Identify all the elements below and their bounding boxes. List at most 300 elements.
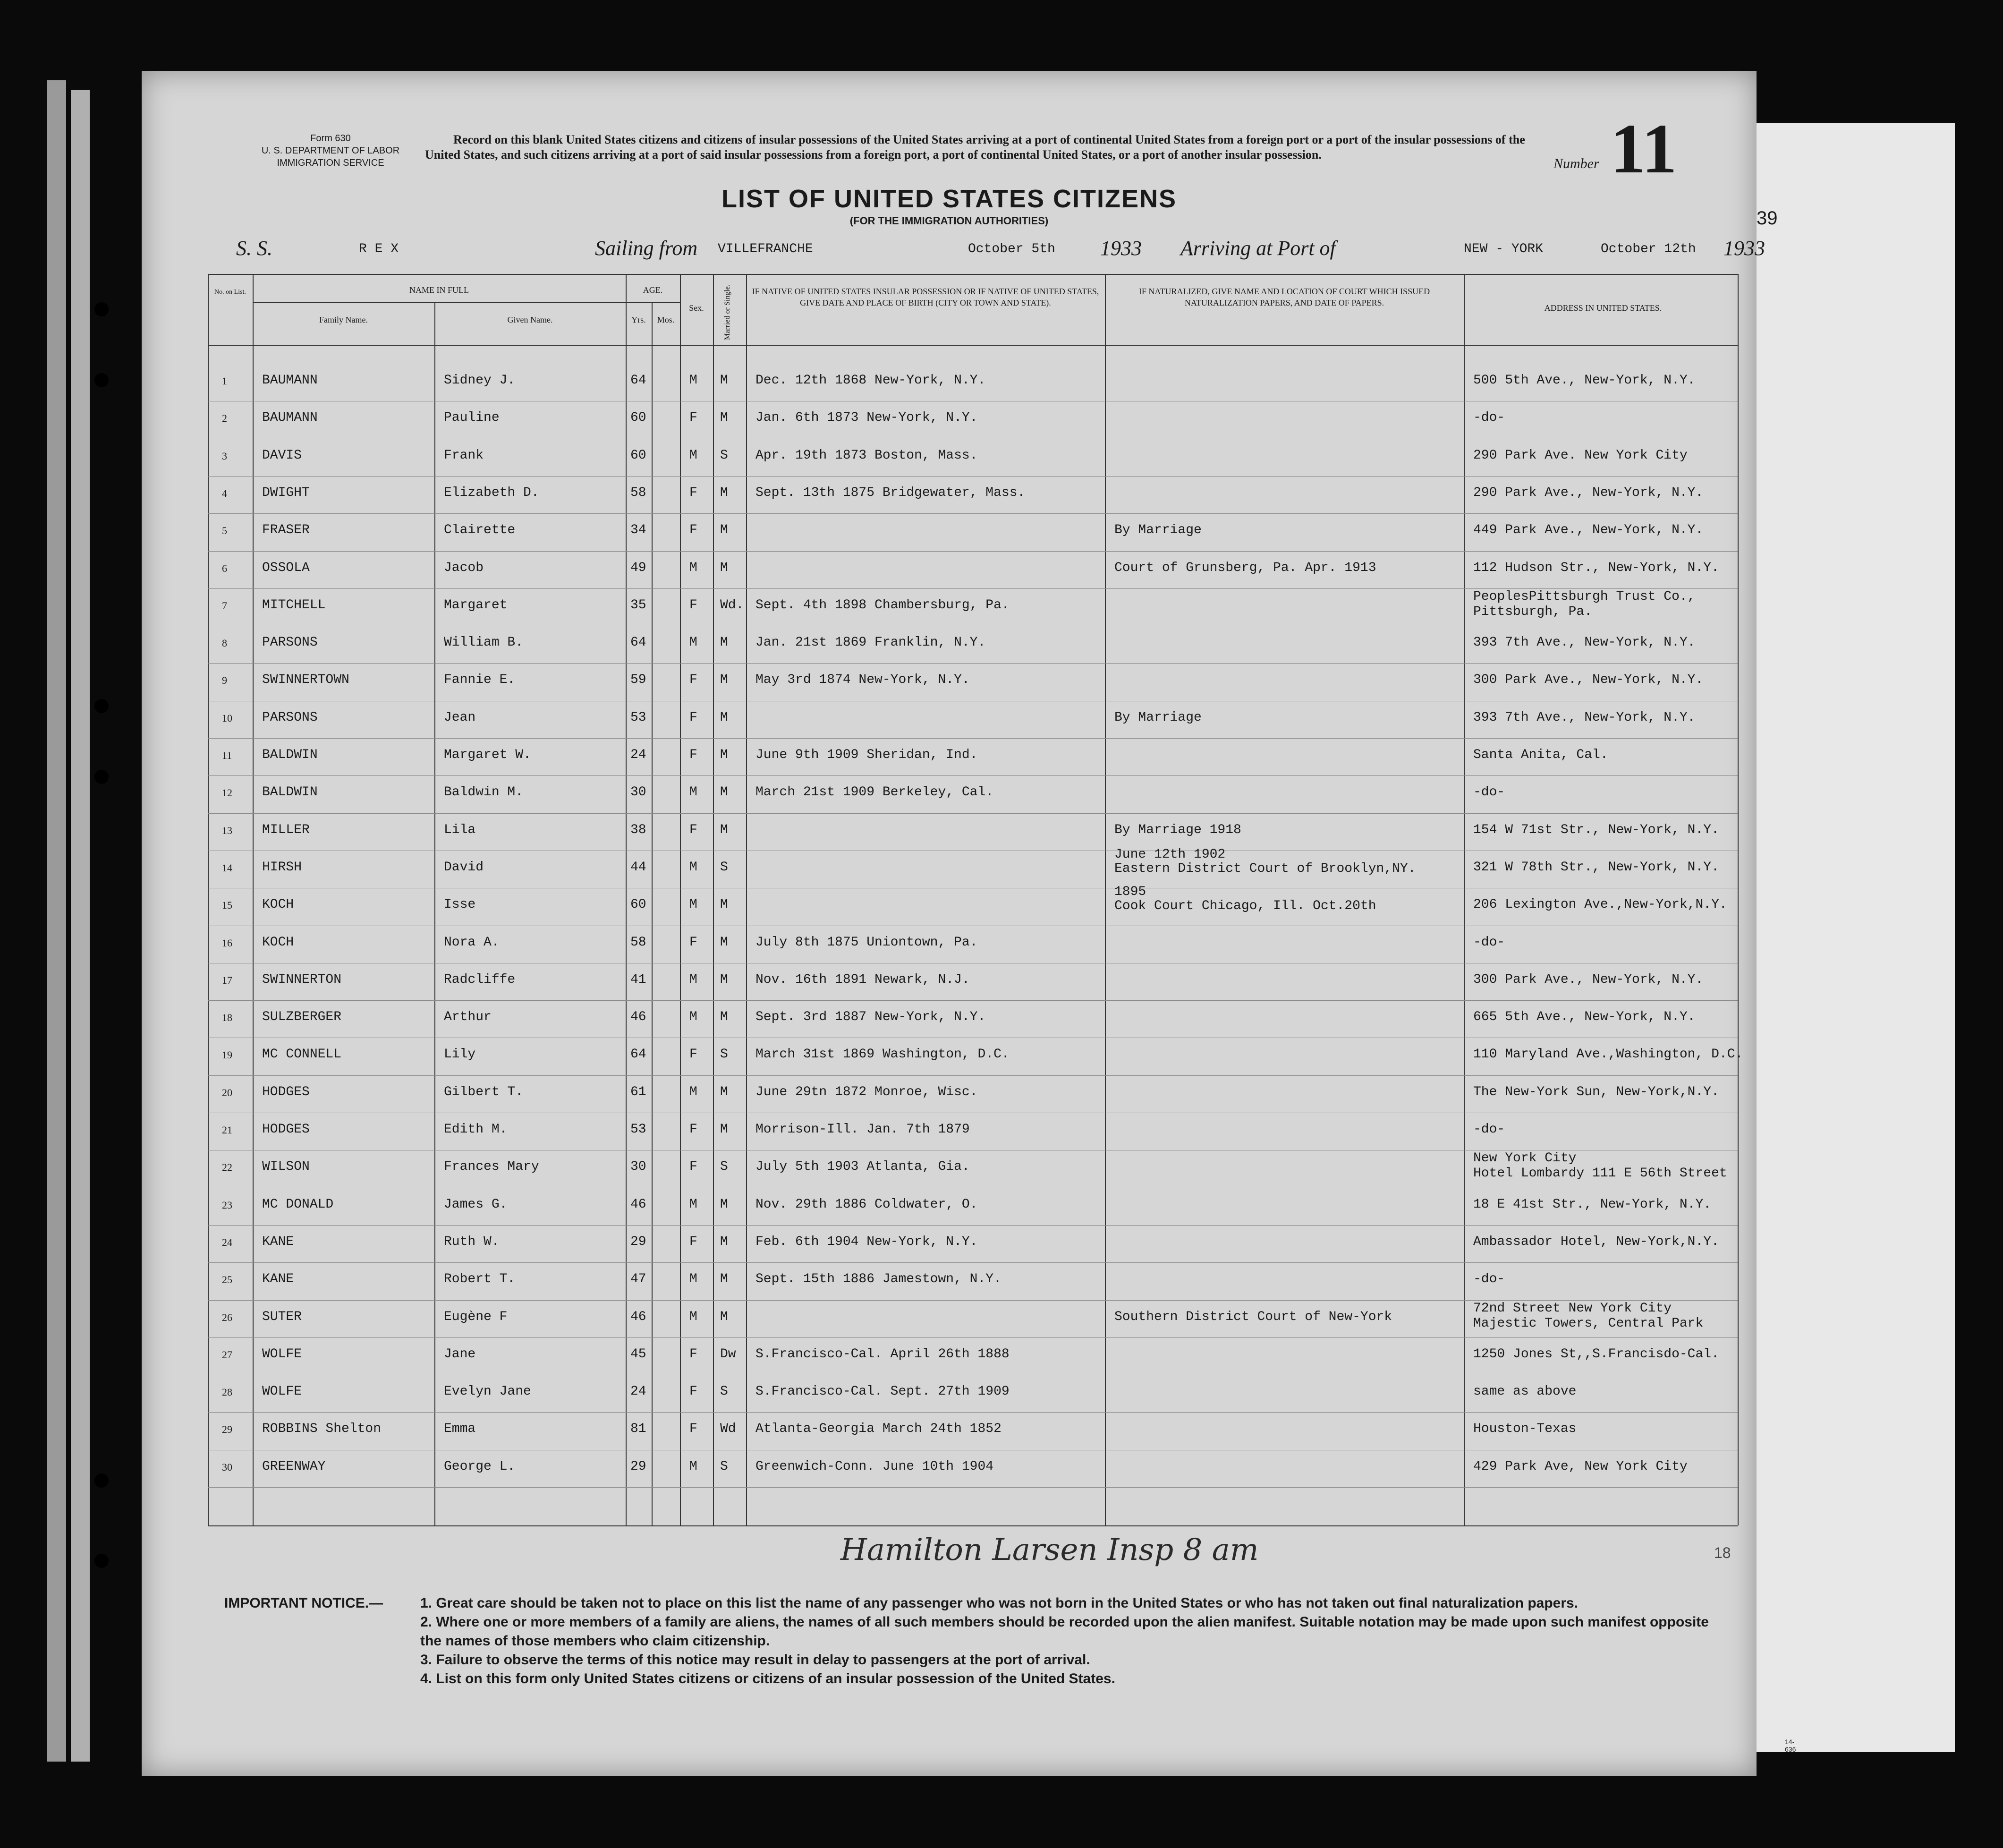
marital-status: M bbox=[720, 1272, 728, 1287]
address-line-2: Majestic Towers, Central Park bbox=[1473, 1316, 1704, 1331]
address: 393 7th Ave., New-York, N.Y. bbox=[1473, 710, 1696, 725]
arrival-port: NEW - YORK bbox=[1464, 242, 1544, 256]
given-name: Fannie E. bbox=[444, 673, 516, 688]
address: 393 7th Ave., New-York, N.Y. bbox=[1473, 635, 1696, 650]
birth-info: Sept. 4th 1898 Chambersburg, Pa. bbox=[755, 597, 1010, 613]
sex: M bbox=[689, 635, 697, 650]
instructions-text: Record on this blank United States citizens and citizens of insular possessions of the United States arriving at a port of continental United States from a foreign port or a port of the insular possessions of the United States, and such citizens arriving at a port of said insular possessions from a foreign port, a port of continental United States, or a port of another insular possession. bbox=[425, 133, 1525, 162]
sex: F bbox=[689, 1384, 697, 1399]
table-row bbox=[142, 701, 1818, 738]
given-name: Eugène F bbox=[444, 1309, 508, 1324]
family-name: MC DONALD bbox=[262, 1197, 334, 1212]
punch-hole bbox=[94, 699, 109, 713]
sex: M bbox=[689, 785, 697, 800]
given-name: Pauline bbox=[444, 410, 500, 426]
table-row bbox=[142, 1262, 1818, 1300]
family-name: DAVIS bbox=[262, 448, 302, 463]
age-years: 35 bbox=[630, 597, 646, 613]
header-address: ADDRESS IN UNITED STATES. bbox=[1544, 303, 1662, 313]
header-bottom-rule bbox=[208, 345, 1738, 346]
marital-status: S bbox=[720, 860, 728, 875]
family-name: HIRSH bbox=[262, 860, 302, 875]
marital-status: M bbox=[720, 560, 728, 575]
header-yrs: Yrs. bbox=[631, 315, 646, 324]
sex: M bbox=[689, 373, 697, 388]
address: -do- bbox=[1473, 1272, 1505, 1287]
family-name: HODGES bbox=[262, 1122, 310, 1137]
sex: M bbox=[689, 1309, 697, 1324]
table-row bbox=[142, 885, 1818, 925]
address: 290 Park Ave., New-York, N.Y. bbox=[1473, 485, 1704, 500]
row-number: 10 bbox=[222, 712, 232, 724]
age-years: 60 bbox=[630, 448, 646, 463]
form-code: 14-636 bbox=[1785, 1738, 1796, 1753]
address-line-2: Pittsburgh, Pa. bbox=[1473, 604, 1593, 619]
given-name: George L. bbox=[444, 1459, 516, 1474]
header-given-name: Given Name. bbox=[507, 315, 553, 324]
given-name: Emma bbox=[444, 1422, 476, 1437]
birth-info: Sept. 13th 1875 Bridgewater, Mass. bbox=[755, 485, 1026, 500]
age-years: 49 bbox=[630, 560, 646, 575]
notice-item-1: 1. Great care should be taken not to place on this list the name of any passenger who was not born in the United States or who has not taken out final naturalization papers. bbox=[420, 1595, 1579, 1611]
row-number: 16 bbox=[222, 937, 232, 949]
given-name: Margaret W. bbox=[444, 748, 531, 762]
birth-info: July 8th 1875 Uniontown, Pa. bbox=[755, 935, 978, 950]
address: 321 W 78th Str., New-York, N.Y. bbox=[1473, 860, 1719, 875]
marital-status: M bbox=[720, 1234, 728, 1249]
notice-item-2: 2. Where one or more members of a family are aliens, the names of all such members should be recorded upon the alien manifest. Suitable notation may be made upon such manifest opposite the names of those members who claim citizenship. bbox=[420, 1614, 1709, 1649]
family-name: KOCH bbox=[262, 935, 294, 950]
table-row bbox=[142, 1038, 1818, 1075]
sex: F bbox=[689, 1159, 697, 1175]
address: PeoplesPittsburgh Trust Co., bbox=[1473, 589, 1696, 604]
sex: M bbox=[689, 1010, 697, 1025]
marital-status: M bbox=[720, 523, 728, 538]
punch-hole bbox=[94, 302, 109, 316]
age-years: 29 bbox=[630, 1234, 646, 1249]
family-name: KOCH bbox=[262, 897, 294, 912]
marital-status: M bbox=[720, 822, 728, 837]
number-label: Number bbox=[1553, 156, 1599, 171]
row-number: 4 bbox=[222, 487, 227, 499]
table-row bbox=[142, 476, 1818, 513]
table-row bbox=[142, 813, 1818, 851]
birth-info: Jan. 6th 1873 New-York, N.Y. bbox=[755, 410, 978, 426]
marital-status: M bbox=[720, 485, 728, 500]
header-no: No. on List. bbox=[214, 289, 246, 296]
family-name: SUTER bbox=[262, 1309, 302, 1324]
birth-info: Feb. 6th 1904 New-York, N.Y. bbox=[755, 1234, 978, 1249]
given-name: Robert T. bbox=[444, 1272, 516, 1287]
marital-status: S bbox=[720, 1159, 728, 1175]
birth-info: Greenwich-Conn. June 10th 1904 bbox=[755, 1459, 994, 1474]
given-name: Lila bbox=[444, 822, 476, 837]
birth-info: Nov. 29th 1886 Coldwater, O. bbox=[755, 1197, 978, 1212]
address: 429 Park Ave, New York City bbox=[1473, 1459, 1688, 1474]
row-number: 3 bbox=[222, 450, 227, 462]
family-name: FRASER bbox=[262, 523, 310, 538]
table-top-rule bbox=[208, 274, 1738, 275]
sex: M bbox=[689, 1272, 697, 1287]
table-row bbox=[142, 775, 1818, 813]
family-name: PARSONS bbox=[262, 635, 318, 650]
address: Ambassador Hotel, New-York,N.Y. bbox=[1473, 1234, 1719, 1249]
given-name: Frank bbox=[444, 448, 484, 463]
given-name: Margaret bbox=[444, 597, 508, 613]
table-row bbox=[142, 1450, 1818, 1487]
address: 18 E 41st Str., New-York, N.Y. bbox=[1473, 1197, 1712, 1212]
address: 290 Park Ave. New York City bbox=[1473, 448, 1688, 463]
ship-name: R E X bbox=[359, 242, 399, 256]
row-number: 1 bbox=[222, 375, 227, 387]
address: Santa Anita, Cal. bbox=[1473, 748, 1608, 762]
address: New York City bbox=[1473, 1151, 1577, 1166]
given-name: Gilbert T. bbox=[444, 1084, 524, 1099]
family-name: BALDWIN bbox=[262, 785, 318, 800]
marital-status: S bbox=[720, 1384, 728, 1399]
naturalization-info: 1895 Cook Court Chicago, Ill. Oct.20th bbox=[1114, 885, 1376, 914]
age-years: 30 bbox=[630, 785, 646, 800]
marital-status: M bbox=[720, 972, 728, 987]
address: -do- bbox=[1473, 1122, 1505, 1137]
stamp-number: 39 bbox=[1757, 208, 1778, 229]
table-row bbox=[142, 926, 1818, 963]
row-number: 9 bbox=[222, 674, 227, 687]
family-name: OSSOLA bbox=[262, 560, 310, 575]
age-years: 59 bbox=[630, 673, 646, 688]
marital-status: M bbox=[720, 1197, 728, 1212]
marital-status: M bbox=[720, 635, 728, 650]
given-name: Sidney J. bbox=[444, 373, 516, 388]
list-number: 11 bbox=[1610, 110, 1677, 188]
sex: M bbox=[689, 972, 697, 987]
row-number: 11 bbox=[222, 749, 232, 761]
birth-info: Sept. 15th 1886 Jamestown, N.Y. bbox=[755, 1272, 1002, 1287]
table-row bbox=[142, 1300, 1818, 1337]
inspector-signature: Hamilton Larsen Insp 8 am bbox=[840, 1533, 1259, 1567]
given-name: Isse bbox=[444, 897, 476, 912]
table-row bbox=[142, 401, 1818, 438]
given-name: Clairette bbox=[444, 523, 516, 538]
sex: F bbox=[689, 1234, 697, 1249]
marital-status: M bbox=[720, 710, 728, 725]
row-number: 24 bbox=[222, 1236, 232, 1248]
family-name: SWINNERTOWN bbox=[262, 673, 349, 688]
age-years: 46 bbox=[630, 1309, 646, 1324]
sex: F bbox=[689, 1047, 697, 1062]
page-subtitle: (FOR THE IMMIGRATION AUTHORITIES) bbox=[849, 215, 1049, 227]
address: 112 Hudson Str., New-York, N.Y. bbox=[1473, 560, 1719, 575]
table-row bbox=[142, 1412, 1818, 1449]
address: -do- bbox=[1473, 785, 1505, 800]
marital-status: M bbox=[720, 1084, 728, 1099]
given-name: Edith M. bbox=[444, 1122, 508, 1137]
notice-item-3: 3. Failure to observe the terms of this notice may result in delay to passengers at the port of arrival. bbox=[420, 1652, 1090, 1668]
row-number: 18 bbox=[222, 1012, 232, 1024]
arrival-date: October 12th bbox=[1601, 242, 1696, 256]
header-family-name: Family Name. bbox=[319, 315, 368, 324]
age-years: 44 bbox=[630, 860, 646, 875]
address: 300 Park Ave., New-York, N.Y. bbox=[1473, 673, 1704, 688]
sailing-label: Sailing from bbox=[595, 237, 698, 260]
sex: F bbox=[689, 485, 697, 500]
marital-status: S bbox=[720, 448, 728, 463]
sex: F bbox=[689, 523, 697, 538]
voyage-line bbox=[236, 236, 1765, 264]
notice-label: IMPORTANT NOTICE.— bbox=[224, 1595, 383, 1611]
page-title: LIST OF UNITED STATES CITIZENS bbox=[721, 185, 1177, 213]
sex: M bbox=[689, 1197, 697, 1212]
age-years: 60 bbox=[630, 410, 646, 426]
sex: F bbox=[689, 1422, 697, 1437]
naturalization-info: Court of Grunsberg, Pa. Apr. 1913 bbox=[1114, 560, 1376, 575]
row-number: 15 bbox=[222, 899, 232, 911]
table-row bbox=[142, 847, 1818, 888]
given-name: Jean bbox=[444, 710, 476, 725]
page-mark: 18 bbox=[1714, 1544, 1731, 1561]
birth-info: March 21st 1909 Berkeley, Cal. bbox=[755, 785, 994, 800]
row-number: 27 bbox=[222, 1348, 232, 1361]
age-years: 30 bbox=[630, 1159, 646, 1175]
age-years: 64 bbox=[630, 635, 646, 650]
table-row bbox=[142, 1337, 1818, 1375]
family-name: DWIGHT bbox=[262, 485, 310, 500]
table-row bbox=[142, 513, 1818, 551]
birth-info: Atlanta-Georgia March 24th 1852 bbox=[755, 1422, 1002, 1437]
birth-info: May 3rd 1874 New-York, N.Y. bbox=[755, 673, 970, 688]
birth-info: Morrison-Ill. Jan. 7th 1879 bbox=[755, 1122, 970, 1137]
marital-status: S bbox=[720, 1047, 728, 1062]
notice-item-4: 4. List on this form only United States citizens or citizens of an insular possession of the United States. bbox=[420, 1671, 1115, 1686]
manifest-sheet bbox=[142, 71, 1796, 1776]
given-name: James G. bbox=[444, 1197, 508, 1212]
family-name: WILSON bbox=[262, 1159, 310, 1175]
sex: M bbox=[689, 560, 697, 575]
sex: M bbox=[689, 1084, 697, 1099]
family-name: BAUMANN bbox=[262, 410, 318, 426]
department: U. S. DEPARTMENT OF LABOR bbox=[261, 145, 400, 156]
row-number: 20 bbox=[222, 1086, 232, 1099]
sex: F bbox=[689, 1122, 697, 1137]
age-years: 58 bbox=[630, 935, 646, 950]
marital-status: M bbox=[720, 748, 728, 762]
family-name: MC CONNELL bbox=[262, 1047, 342, 1062]
family-name: BALDWIN bbox=[262, 748, 318, 762]
family-name: SWINNERTON bbox=[262, 972, 342, 987]
address: 206 Lexington Ave.,New-York,N.Y. bbox=[1473, 897, 1727, 912]
table-row bbox=[142, 1000, 1818, 1038]
age-years: 47 bbox=[630, 1272, 646, 1287]
naturalization-info: Southern District Court of New-York bbox=[1114, 1309, 1392, 1324]
table-row bbox=[142, 663, 1818, 700]
header-mos: Mos. bbox=[657, 315, 675, 324]
ss-label: S. S. bbox=[236, 237, 272, 260]
age-years: 64 bbox=[630, 1047, 646, 1062]
row-number: 25 bbox=[222, 1274, 232, 1286]
address: -do- bbox=[1473, 935, 1505, 950]
birth-info: Jan. 21st 1869 Franklin, N.Y. bbox=[755, 635, 986, 650]
page-edge-left bbox=[47, 80, 66, 1762]
age-years: 53 bbox=[630, 710, 646, 725]
given-name: Ruth W. bbox=[444, 1234, 500, 1249]
marital-status: M bbox=[720, 673, 728, 688]
given-name: Evelyn Jane bbox=[444, 1384, 531, 1399]
header-sex: Sex. bbox=[689, 303, 704, 313]
age-years: 34 bbox=[630, 523, 646, 538]
birth-info: Sept. 3rd 1887 New-York, N.Y. bbox=[755, 1010, 986, 1025]
given-name: Radcliffe bbox=[444, 972, 516, 987]
row-number: 5 bbox=[222, 525, 227, 537]
address: 449 Park Ave., New-York, N.Y. bbox=[1473, 523, 1704, 538]
row-number: 17 bbox=[222, 974, 232, 986]
table-row bbox=[142, 1113, 1818, 1150]
sailing-date: October 5th bbox=[968, 242, 1055, 256]
table-row bbox=[142, 1075, 1818, 1113]
given-name: Frances Mary bbox=[444, 1159, 539, 1175]
table-row bbox=[142, 963, 1818, 1000]
row-number: 6 bbox=[222, 562, 227, 574]
row-number: 12 bbox=[222, 787, 232, 799]
row-number: 29 bbox=[222, 1423, 232, 1436]
arriving-label: Arriving at Port of bbox=[1180, 237, 1336, 260]
sex: M bbox=[689, 860, 697, 875]
given-name: Jacob bbox=[444, 560, 484, 575]
age-years: 41 bbox=[630, 972, 646, 987]
address: 154 W 71st Str., New-York, N.Y. bbox=[1473, 822, 1719, 837]
birth-info: June 29tn 1872 Monroe, Wisc. bbox=[755, 1084, 978, 1099]
given-name: Jane bbox=[444, 1346, 476, 1362]
page-edge-left-2 bbox=[71, 90, 90, 1762]
age-years: 46 bbox=[630, 1010, 646, 1025]
given-name: Nora A. bbox=[444, 935, 500, 950]
birth-info: S.Francisco-Cal. April 26th 1888 bbox=[755, 1346, 1010, 1362]
marital-status: M bbox=[720, 935, 728, 950]
table-row bbox=[142, 1150, 1818, 1187]
sex: F bbox=[689, 410, 697, 426]
family-name: ROBBINS Shelton bbox=[262, 1422, 382, 1437]
age-years: 53 bbox=[630, 1122, 646, 1137]
form-meta bbox=[212, 132, 449, 169]
naturalization-info: By Marriage bbox=[1114, 710, 1202, 725]
age-years: 60 bbox=[630, 897, 646, 912]
header-naturalized: IF NATURALIZED, GIVE NAME AND LOCATION OF COURT WHICH ISSUED NATURALIZATION PAPERS, AND DATE OF PAPERS. bbox=[1138, 287, 1430, 307]
age-years: 58 bbox=[630, 485, 646, 500]
arrival-year: 1933 bbox=[1723, 237, 1765, 260]
family-name: GREENWAY bbox=[262, 1459, 326, 1474]
sex: F bbox=[689, 748, 697, 762]
age-years: 81 bbox=[630, 1422, 646, 1437]
address: 110 Maryland Ave.,Washington, D.C. bbox=[1473, 1047, 1743, 1062]
address: Houston-Texas bbox=[1473, 1422, 1577, 1437]
marital-status: Dw bbox=[720, 1346, 736, 1362]
family-name: HODGES bbox=[262, 1084, 310, 1099]
address-line-2: Hotel Lombardy 111 E 56th Street bbox=[1473, 1166, 1727, 1181]
header-birth: IF NATIVE OF UNITED STATES INSULAR POSSESSION OR IF NATIVE OF UNITED STATES, GIVE DATE AND PLACE OF BIRTH (CITY OR TOWN AND STATE). bbox=[752, 287, 1099, 307]
age-years: 61 bbox=[630, 1084, 646, 1099]
row-number: 7 bbox=[222, 599, 227, 612]
marital-status: Wd. bbox=[720, 597, 744, 613]
marital-status: M bbox=[720, 785, 728, 800]
sex: M bbox=[689, 1459, 697, 1474]
sex: F bbox=[689, 597, 697, 613]
punch-hole bbox=[94, 373, 109, 387]
marital-status: M bbox=[720, 1122, 728, 1137]
punch-hole bbox=[94, 1554, 109, 1568]
address: The New-York Sun, New-York,N.Y. bbox=[1473, 1084, 1719, 1099]
table-row bbox=[142, 439, 1818, 476]
service: IMMIGRATION SERVICE bbox=[277, 158, 384, 168]
row-number: 14 bbox=[222, 861, 232, 874]
family-name: SULZBERGER bbox=[262, 1010, 342, 1025]
row-number: 26 bbox=[222, 1311, 232, 1323]
sex: F bbox=[689, 1346, 697, 1362]
address: 72nd Street New York City bbox=[1473, 1301, 1672, 1316]
sex: F bbox=[689, 710, 697, 725]
age-years: 29 bbox=[630, 1459, 646, 1474]
table-row bbox=[142, 1188, 1818, 1225]
birth-info: Dec. 12th 1868 New-York, N.Y. bbox=[755, 373, 986, 388]
sex: F bbox=[689, 935, 697, 950]
marital-status: M bbox=[720, 897, 728, 912]
punch-hole bbox=[94, 770, 109, 784]
row-number: 30 bbox=[222, 1461, 232, 1473]
birth-info: Apr. 19th 1873 Boston, Mass. bbox=[755, 448, 978, 463]
family-name: BAUMANN bbox=[262, 373, 318, 388]
marital-status: Wd bbox=[720, 1422, 736, 1437]
marital-status: M bbox=[720, 1010, 728, 1025]
marital-status: M bbox=[720, 1309, 728, 1324]
address: 665 5th Ave., New-York, N.Y. bbox=[1473, 1010, 1696, 1025]
punch-hole bbox=[94, 1473, 109, 1488]
family-name: MILLER bbox=[262, 822, 310, 837]
address: 1250 Jones St,,S.Francisdo-Cal. bbox=[1473, 1346, 1719, 1362]
header-name-in-full: NAME IN FULL bbox=[409, 285, 469, 295]
row-number: 19 bbox=[222, 1049, 232, 1061]
row-number: 23 bbox=[222, 1199, 232, 1211]
age-years: 64 bbox=[630, 373, 646, 388]
age-years: 24 bbox=[630, 748, 646, 762]
table-row bbox=[142, 738, 1818, 775]
age-years: 38 bbox=[630, 822, 646, 837]
name-sub-rule bbox=[253, 302, 680, 303]
birth-info: March 31st 1869 Washington, D.C. bbox=[755, 1047, 1010, 1062]
address: -do- bbox=[1473, 410, 1505, 426]
birth-info: July 5th 1903 Atlanta, Gia. bbox=[755, 1159, 970, 1175]
given-name: Lily bbox=[444, 1047, 476, 1062]
address: 300 Park Ave., New-York, N.Y. bbox=[1473, 972, 1704, 987]
table-row bbox=[142, 364, 1818, 401]
table-bottom-rule bbox=[208, 1525, 1738, 1526]
marital-status: M bbox=[720, 373, 728, 388]
table-row bbox=[142, 588, 1818, 626]
given-name: David bbox=[444, 860, 484, 875]
family-name: WOLFE bbox=[262, 1384, 302, 1399]
given-name: William B. bbox=[444, 635, 524, 650]
age-years: 45 bbox=[630, 1346, 646, 1362]
address: 500 5th Ave., New-York, N.Y. bbox=[1473, 373, 1696, 388]
family-name: KANE bbox=[262, 1272, 294, 1287]
family-name: WOLFE bbox=[262, 1346, 302, 1362]
sex: M bbox=[689, 897, 697, 912]
family-name: MITCHELL bbox=[262, 597, 326, 613]
family-name: PARSONS bbox=[262, 710, 318, 725]
marital-status: M bbox=[720, 410, 728, 426]
sex: F bbox=[689, 673, 697, 688]
given-name: Arthur bbox=[444, 1010, 492, 1025]
given-name: Elizabeth D. bbox=[444, 485, 539, 500]
marital-status: S bbox=[720, 1459, 728, 1474]
row-number: 2 bbox=[222, 412, 227, 425]
